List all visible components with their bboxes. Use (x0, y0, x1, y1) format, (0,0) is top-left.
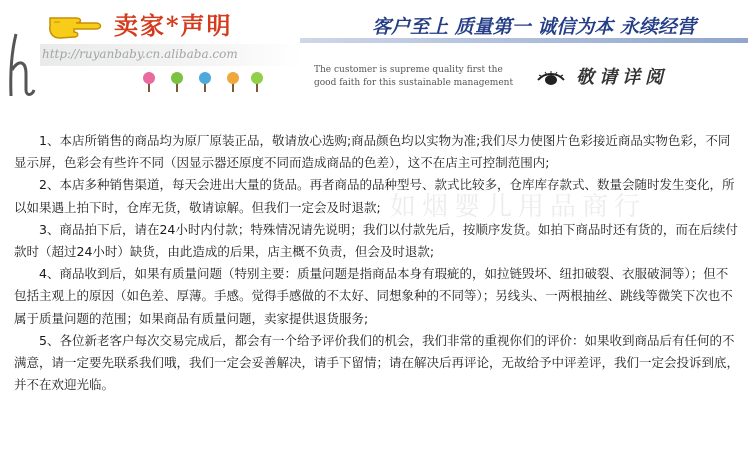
english-slogan (314, 64, 513, 90)
notice-item-4: 4、商品收到后，如果有质量问题（特别主要：质量问题是指商品本身有瑕疵的，如拉链毁坏、纽扣破裂、衣服破洞等）；但不包括主观上的原因（如色差、厚薄。手感。觉得手感做的不太好、同想象种的不同等）；另线头、一两根抽丝、跳线等微笑下次也不属于质量问题的范围；如果商品有质量问题，卖家提供退货服务; (14, 266, 733, 326)
decorative-trees-icon (140, 68, 265, 94)
notice-body (14, 130, 740, 396)
shop-url: http://ruyanbaby.cn.alibaba.com (42, 47, 238, 61)
notice-item-1: 1、本店所销售的商品均为原厂原装正品，敬请放心选购;商品颜色均以实物为准;我们尽力使图片色彩接近商品实物色彩，不同显示屏，色彩会有些许不同（因显示器还原度不同而造成商品的色差），这不在店主可控制范围内; (14, 133, 731, 171)
shop-watermark: 如烟婴儿用品商行 (390, 192, 647, 222)
banner-header (0, 0, 750, 100)
notice-item-5: 5、各位新老客户每次交易完成后，都会有一个给予评价我们的机会，我们非常的重视你们的评价：如果收到商品后有任何的不满意，请一定要先联系我们哦，我们一定会妥善解决，请手下留情；请在解决后再评论，无故给予中评差评，我们一定会投诉到底，并不在欢迎光临。 (14, 332, 740, 393)
eye-icon (536, 70, 566, 88)
notice-item-2: 2、本店多种销售渠道，每天会进出大量的货品。再者商品的品种型号、款式比较多，仓库库存款式、数量会随时发生变化，所以如果遇上拍下时，仓库无货，敬请谅解。但我们一定会及时退款; (14, 177, 735, 215)
english-slogan-line-2: good faith for this sustainable management (314, 78, 514, 88)
view-detail-label: 敬请详阅 (576, 67, 668, 88)
notice-item-3: 3、商品拍下后，请在24小时内付款；特殊情况请先说明；我们以付款先后，按顺序发货。如拍下商品时还有货的，而在后续付款时（超过24小时）缺货，由此造成的后果，店主概不负责，但会及时退款; (14, 221, 738, 260)
shop-logo-icon (4, 30, 40, 100)
english-slogan-line-1: The customer is supreme quality first the (314, 65, 503, 75)
seller-title: 卖家*声明 (114, 11, 233, 40)
slogan: 客户至上 质量第一 诚信为本 永续经营 (372, 16, 696, 38)
pointing-hand-icon (46, 8, 102, 44)
